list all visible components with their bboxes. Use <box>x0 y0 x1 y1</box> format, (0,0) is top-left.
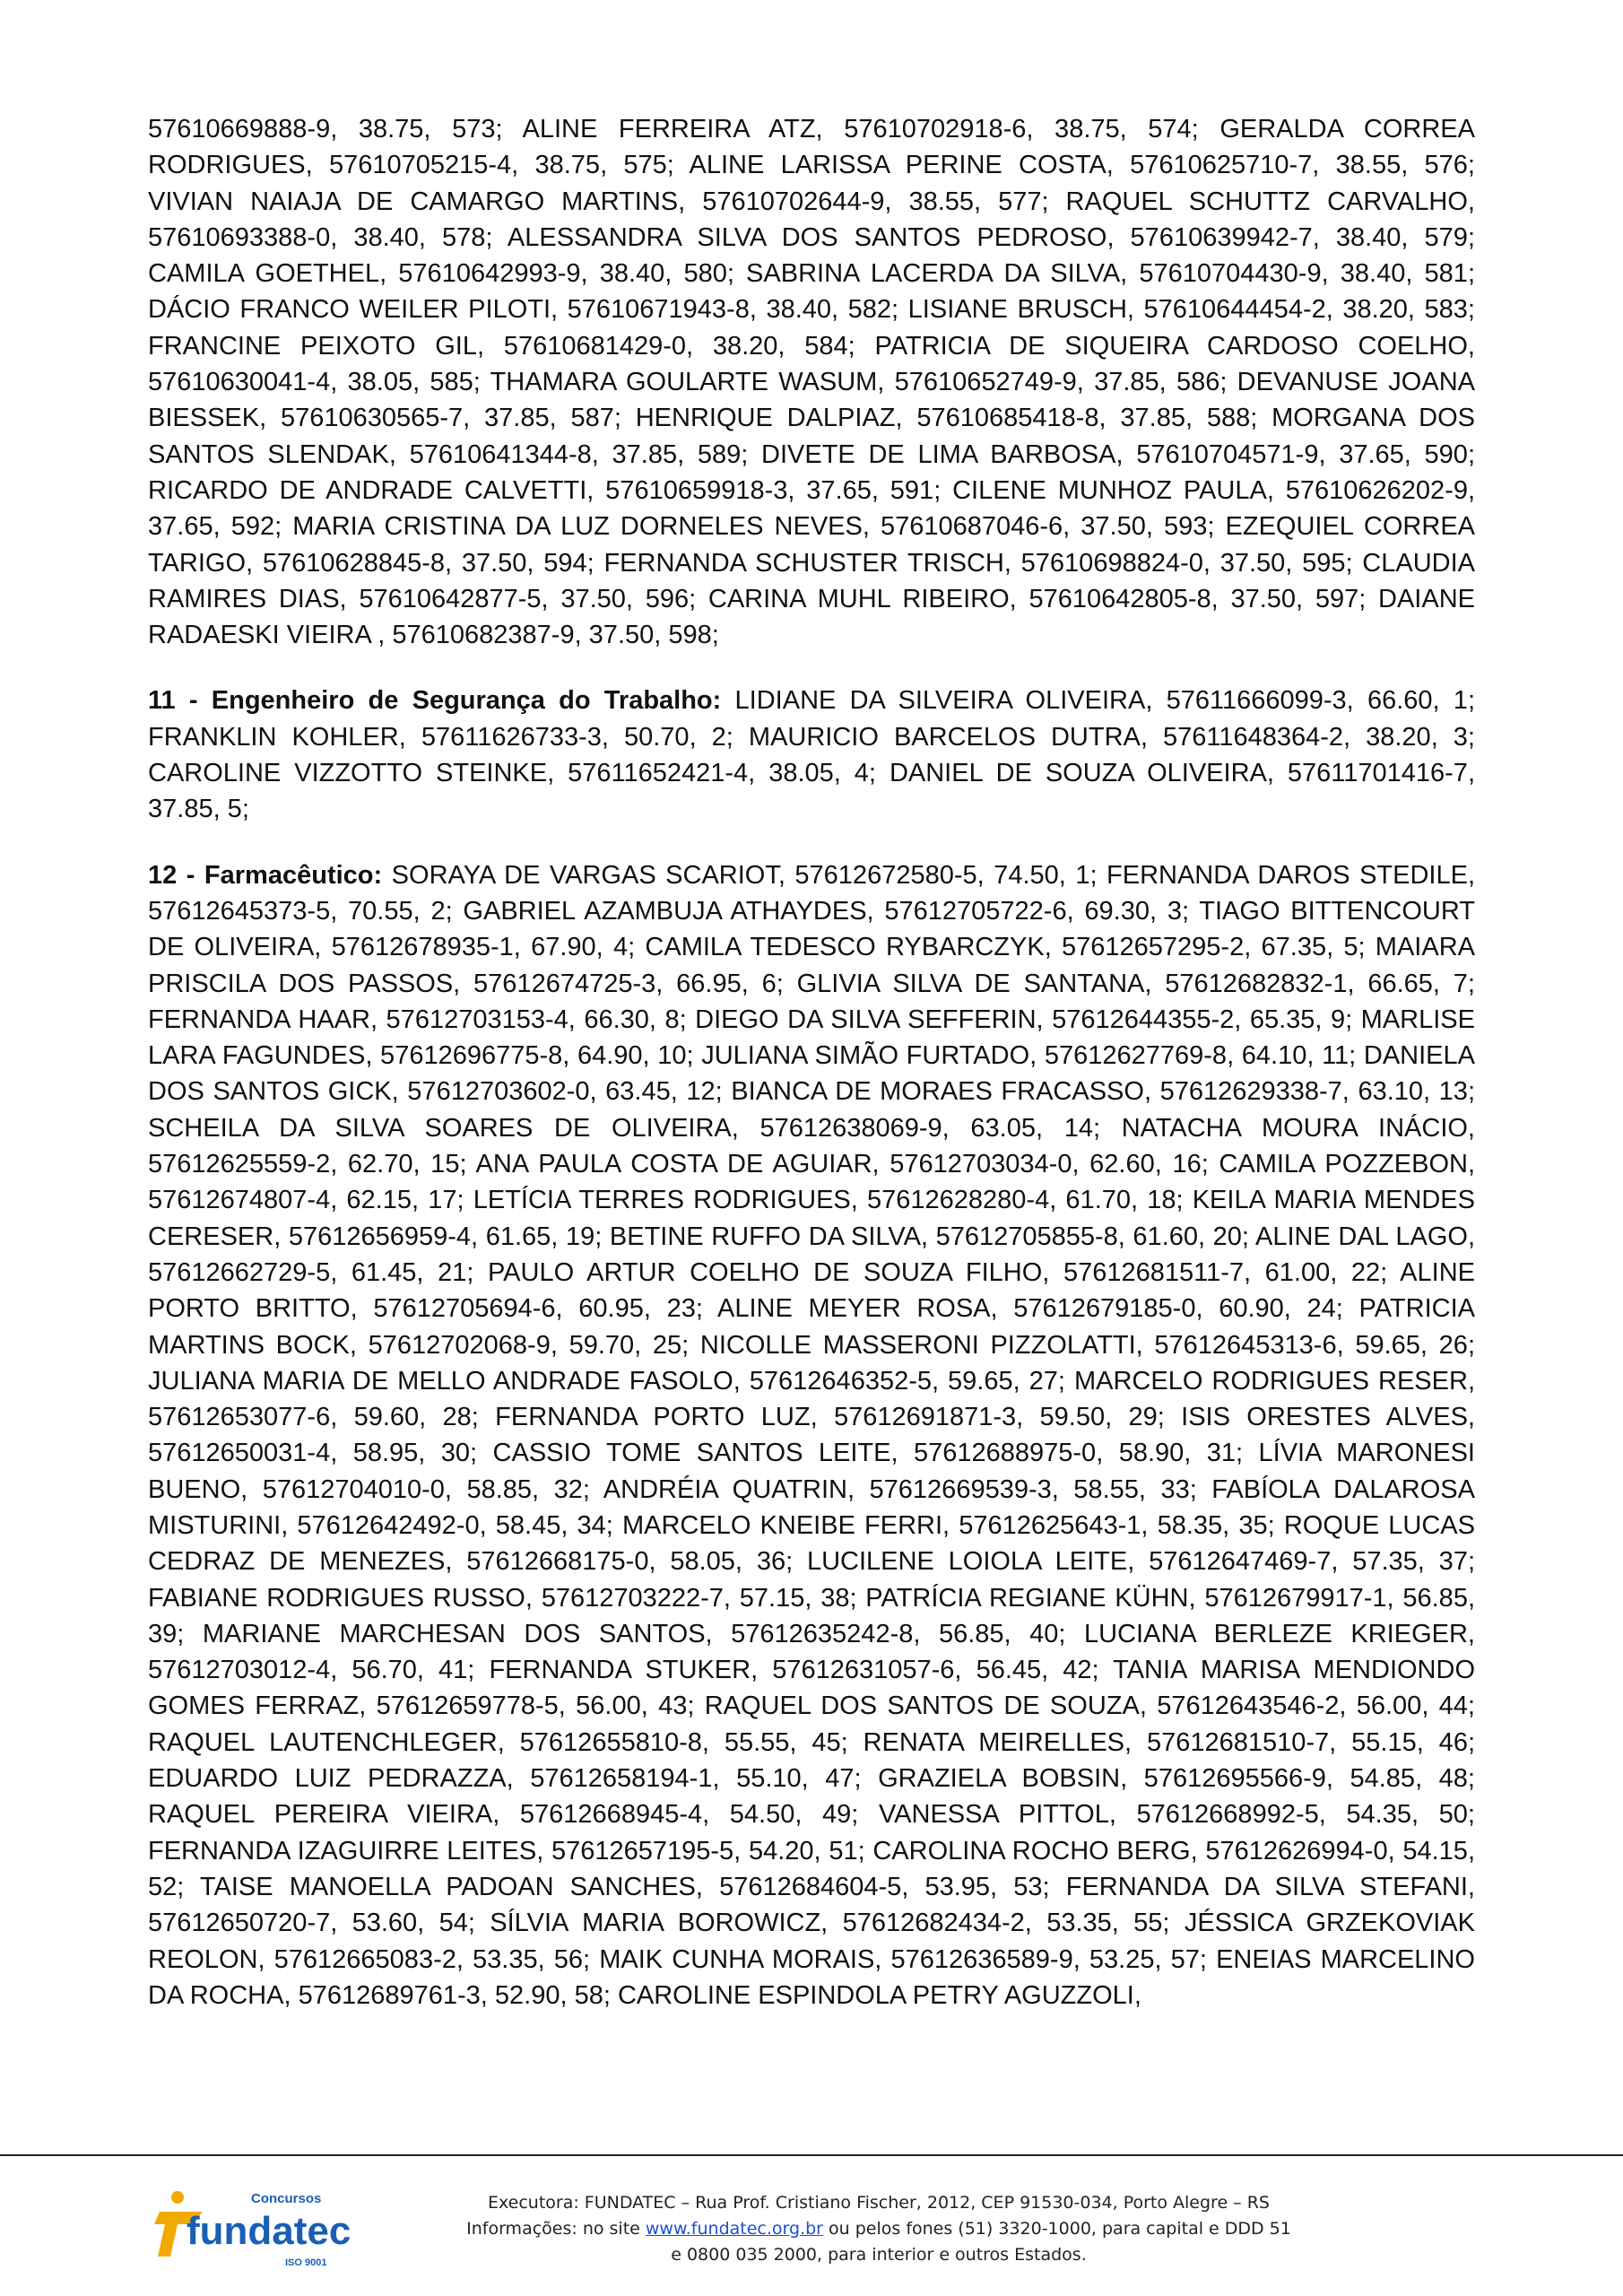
logo-brand-text: fundatec <box>187 2209 352 2253</box>
footer-info <box>386 2216 1372 2242</box>
logo-small-text: Concursos <box>251 2191 322 2206</box>
paragraph-text: 57610669888-9, 38.75, 573; ALINE FERREIRA ATZ, 57610702918-6, 38.75, 574; GERALDA CORREA RODRIGUES, 57610705215-4, 38.75, 575; ALINE LARISSA PERINE COSTA, 57610625710-7, 38.55, 576; VIVIAN NAIAJA DE CAMARGO MARTINS, 57610702644-9, 38.55, 577; RAQUEL SCHUTTZ CARVALHO, 57610693388-0, 38.40, 578; ALESSANDRA SILVA DOS SANTOS PEDROSO, 57610639942-7, 38.40, 579; CAMILA GOETHEL, 57610642993-9, 38.40, 580; SABRINA LACERDA DA SILVA, 57610704430-9, 38.40, 581; DÁCIO FRANCO WEILER PILOTI, 57610671943-8, 38.40, 582; LISIANE BRUSCH, 57610644454-2, 38.20, 583; FRANCINE PEIXOTO GIL, 57610681429-0, 38.20, 584; PATRICIA DE SIQUEIRA CARDOSO COELHO, 57610630041-4, 38.05, 585; THAMARA GOULARTE WASUM, 57610652749-9, 37.85, 586; DEVANUSE JOANA BIESSEK, 57610630565-7, 37.85, 587; HENRIQUE DALPIAZ, 57610685418-8, 37.85, 588; MORGANA DOS SANTOS SLENDAK, 57610641344-8, 37.85, 589; DIVETE DE LIMA BARBOSA, 57610704571-9, 37.65, 590; RICARDO DE ANDRADE CALVETTI, 57610659918-3, 37.65, 591; CILENE MUNHOZ PAULA, 57610626202-9, 37.65, 592; MARIA CRISTINA DA LUZ DORNELES NEVES, 57610687046-6, 37.50, 593; EZEQUIEL CORREA TARIGO, 57610628845-8, 37.50, 594; FERNANDA SCHUSTER TRISCH, 57610698824-0, 37.50, 595; CLAUDIA RAMIRES DIAS, 57610642877-5, 37.50, 596; CARINA MUHL RIBEIRO, 57610642805-8, 37.50, 597; DAIANE RADAESKI VIEIRA , 57610682387-9, 37.50, 598; <box>148 115 1475 650</box>
footer-contact <box>386 2190 1372 2268</box>
section-heading: 11 - Engenheiro de Segurança do Trabalho: <box>148 686 722 716</box>
paragraph-text: LIDIANE DA SILVEIRA OLIVEIRA, 57611666099-3, 66.60, 1; FRANKLIN KOHLER, 57611626733-3, 50.70, 2; MAURICIO BARCELOS DUTRA, 57611648364-2, 38.20, 3; CAROLINE VIZZOTTO STEINKE, 57611652421-4, 38.05, 4; DANIEL DE SOUZA OLIVEIRA, 57611701416-7, 37.85, 5; <box>148 686 1475 824</box>
paragraph-text: SORAYA DE VARGAS SCARIOT, 57612672580-5, 74.50, 1; FERNANDA DAROS STEDILE, 57612645373-5, 70.55, 2; GABRIEL AZAMBUJA ATHAYDES, 57612705722-6, 69.30, 3; TIAGO BITTENCOURT DE OLIVEIRA, 57612678935-1, 67.90, 4; CAMILA TEDESCO RYBARCZYK, 57612657295-2, 67.35, 5; MAIARA PRISCILA DOS PASSOS, 57612674725-3, 66.95, 6; GLIVIA SILVA DE SANTANA, 57612682832-1, 66.65, 7; FERNANDA HAAR, 57612703153-4, 66.30, 8; DIEGO DA SILVA SEFFERIN, 57612644355-2, 65.35, 9; MARLISE LARA FAGUNDES, 57612696775-8, 64.90, 10; JULIANA SIMÃO FURTADO, 57612627769-8, 64.10, 11; DANIELA DOS SANTOS GICK, 57612703602-0, 63.45, 12; BIANCA DE MORAES FRACASSO, 57612629338-7, 63.10, 13; SCHEILA DA SILVA SOARES DE OLIVEIRA, 57612638069-9, 63.05, 14; NATACHA MOURA INÁCIO, 57612625559-2, 62.70, 15; ANA PAULA COSTA DE AGUIAR, 57612703034-0, 62.60, 16; CAMILA POZZEBON, 57612674807-4, 62.15, 17; LETÍCIA TERRES RODRIGUES, 57612628280-4, 61.70, 18; KEILA MARIA MENDES CERESER, 57612656959-4, 61.65, 19; BETINE RUFFO DA SILVA, 57612705855-8, 61.60, 20; ALINE DAL LAGO, 57612662729-5, 61.45, 21; PAULO ARTUR COELHO DE SOUZA FILHO, 57612681511-7, 61.00, 22; ALINE PORTO BRITTO, 57612705694-6, 60.95, 23; ALINE MEYER ROSA, 57612679185-0, 60.90, 24; PATRICIA MARTINS BOCK, 57612702068-9, 59.70, 25; NICOLLE MASSERONI PIZZOLATTI, 57612645313-6, 59.65, 26; JULIANA MARIA DE MELLO ANDRADE FASOLO, 57612646352-5, 59.65, 27; MARCELO RODRIGUES RESER, 57612653077-6, 59.60, 28; FERNANDA PORTO LUZ, 57612691871-3, 59.50, 29; ISIS ORESTES ALVES, 57612650031-4, 58.95, 30; CASSIO TOME SANTOS LEITE, 57612688975-0, 58.90, 31; LÍVIA MARONESI BUENO, 57612704010-0, 58.85, 32; ANDRÉIA QUATRIN, 57612669539-3, 58.55, 33; FABÍOLA DALAROSA MISTURINI, 57612642492-0, 58.45, 34; MARCELO KNEIBE FERRI, 57612625643-1, 58.35, 35; ROQUE LUCAS CEDRAZ DE MENEZES, 57612668175-0, 58.05, 36; LUCILENE LOIOLA LEITE, 57612647469-7, 57.35, 37; FABIANE RODRIGUES RUSSO, 57612703222-7, 57.15, 38; PATRÍCIA REGIANE KÜHN, 57612679917-1, 56.85, 39; MARIANE MARCHESAN DOS SANTOS, 57612635242-8, 56.85, 40; LUCIANA BERLEZE KRIEGER, 57612703012-4, 56.70, 41; FERNANDA STUKER, 57612631057-6, 56.45, 42; TANIA MARISA MENDIONDO GOMES FERRAZ, 57612659778-5, 56.00, 43; RAQUEL DOS SANTOS DE SOUZA, 57612643546-2, 56.00, 44; RAQUEL LAUTENCHLEGER, 57612655810-8, 55.55, 45; RENATA MEIRELLES, 57612681510-7, 55.15, 46; EDUARDO LUIZ PEDRAZZA, 57612658194-1, 55.10, 47; GRAZIELA BOBSIN, 57612695566-9, 54.85, 48; RAQUEL PEREIRA VIEIRA, 57612668945-4, 54.50, 49; VANESSA PITTOL, 57612668992-5, 54.35, 50; FERNANDA IZAGUIRRE LEITES, 57612657195-5, 54.20, 51; CAROLINA ROCHO BERG, 57612626994-0, 54.15, 52; TAISE MANOELLA PADOAN SANCHES, 57612684604-5, 53.95, 53; FERNANDA DA SILVA STEFANI, 57612650720-7, 53.60, 54; SÍLVIA MARIA BOROWICZ, 57612682434-2, 53.35, 55; JÉSSICA GRZEKOVIAK REOLON, 57612665083-2, 53.35, 56; MAIK CUNHA MORAIS, 57612636589-9, 53.25, 57; ENEIAS MARCELINO DA ROCHA, 57612689761-3, 52.90, 58; CAROLINE ESPINDOLA PETRY AGUZZOLI, <box>148 860 1476 2010</box>
paragraph-section-11 <box>148 683 1475 827</box>
section-heading: 12 - Farmacêutico: <box>148 860 383 890</box>
paragraph-section-12 <box>148 857 1475 2014</box>
fundatec-logo <box>151 2185 357 2283</box>
footer-info-prefix: Informações: no site <box>466 2219 646 2239</box>
paragraph-continuation <box>148 111 1475 653</box>
footer-info-suffix: ou pelos fones (51) 3320-1000, para capital e DDD 51 <box>822 2219 1291 2239</box>
footer-divider <box>0 2154 1623 2156</box>
website-link[interactable]: www.fundatec.org.br <box>645 2219 823 2239</box>
logo-iso-text: ISO 9001 <box>285 2257 327 2268</box>
document-body <box>148 111 1475 2043</box>
logo-icon <box>151 2185 357 2283</box>
footer-phone: e 0800 035 2000, para interior e outros Estados. <box>671 2245 1087 2265</box>
footer-address: Executora: FUNDATEC – Rua Prof. Cristiano Fischer, 2012, CEP 91530-034, Porto Alegre – RS <box>488 2193 1270 2213</box>
